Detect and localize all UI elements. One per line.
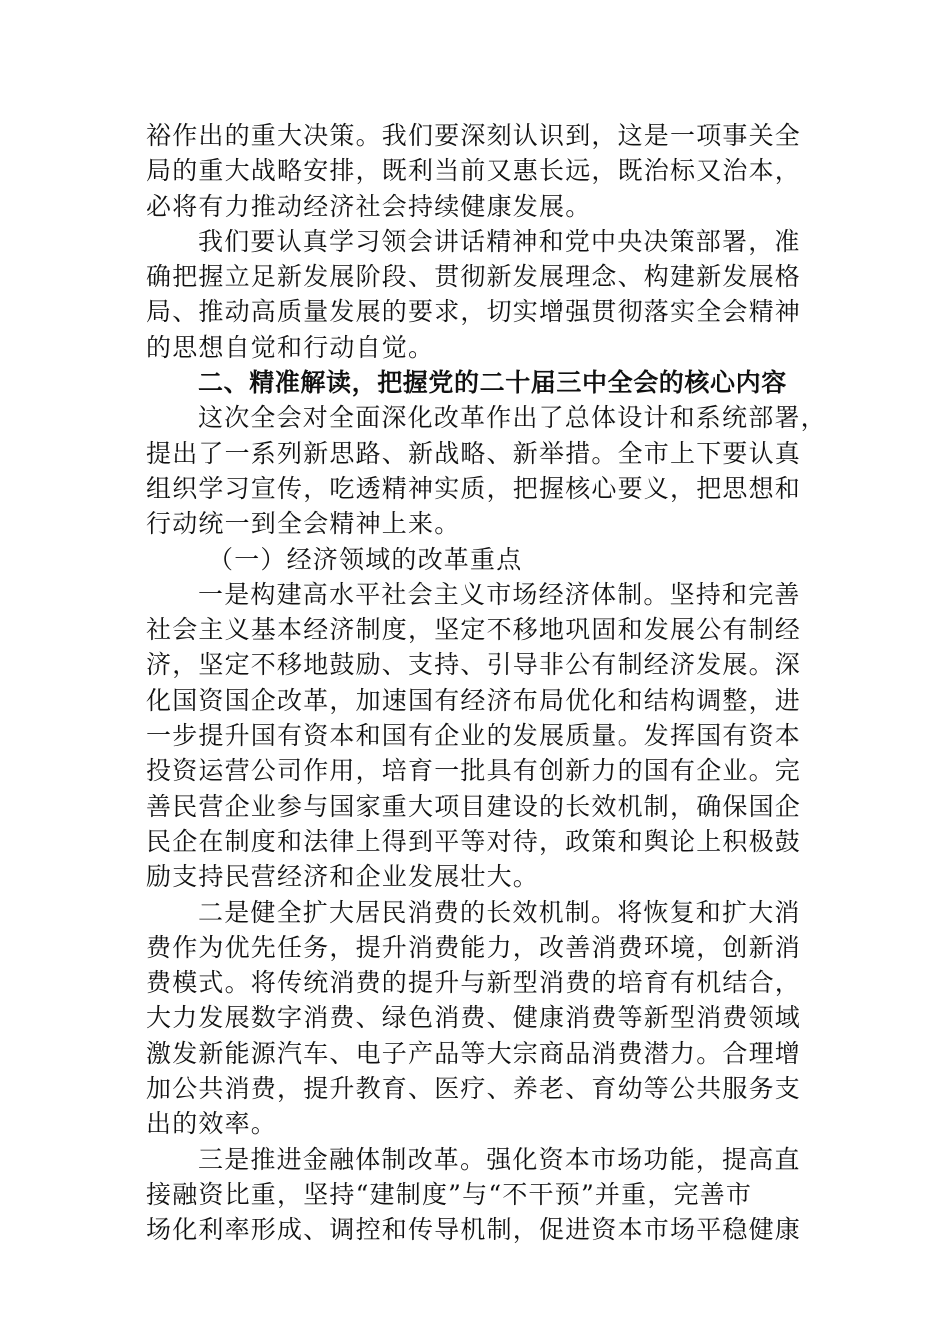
body-line: 行动统一到全会精神上来。 bbox=[146, 509, 461, 539]
body-line: 投资运营公司作用，培育一批具有创新力的国有企业。完 bbox=[146, 756, 802, 786]
body-line: 善民营企业参与国家重大项目建设的长效机制，确保国企 bbox=[146, 791, 802, 821]
body-line: 的思想自觉和行动自觉。 bbox=[146, 332, 435, 362]
body-line: 化国资国企改革，加速国有经济布局优化和结构调整，进 bbox=[146, 685, 802, 715]
body-line: 费作为优先任务，提升消费能力，改善消费环境，创新消 bbox=[146, 932, 802, 962]
paragraph-first-line: 三是推进金融体制改革。强化资本市场功能，提高直 bbox=[198, 1144, 801, 1174]
body-line: 济，坚定不移地鼓励、支持、引导非公有制经济发展。深 bbox=[146, 650, 802, 680]
subsection-heading: （一）经济领域的改革重点 bbox=[208, 544, 523, 574]
paragraph-first-line: 这次全会对全面深化改革作出了总体设计和系统部署， bbox=[198, 403, 827, 433]
paragraph-first-line: 一是构建高水平社会主义市场经济体制。坚持和完善 bbox=[198, 579, 801, 609]
body-line: 局、推动高质量发展的要求，切实增强贯彻落实全会精神 bbox=[146, 297, 802, 327]
body-line: 费模式。将传统消费的提升与新型消费的培育有机结合， bbox=[146, 968, 802, 998]
body-line: 场化利率形成、调控和传导机制，促进资本市场平稳健康 bbox=[146, 1215, 802, 1245]
body-line: 加公共消费，提升教育、医疗、养老、育幼等公共服务支 bbox=[146, 1074, 802, 1104]
body-line: 必将有力推动经济社会持续健康发展。 bbox=[146, 191, 592, 221]
body-line: 民企在制度和法律上得到平等对待，政策和舆论上积极鼓 bbox=[146, 826, 802, 856]
paragraph-first-line: 二是健全扩大居民消费的长效机制。将恢复和扩大消 bbox=[198, 897, 801, 927]
body-line: 激发新能源汽车、电子产品等大宗商品消费潜力。合理增 bbox=[146, 1038, 802, 1068]
body-line: 确把握立足新发展阶段、贯彻新发展理念、构建新发展格 bbox=[146, 262, 802, 292]
body-line: 组织学习宣传，吃透精神实质，把握核心要义，把思想和 bbox=[146, 473, 802, 503]
paragraph-first-line: 我们要认真学习领会讲话精神和党中央决策部署，准 bbox=[198, 226, 801, 256]
body-line: 社会主义基本经济制度，坚定不移地巩固和发展公有制经 bbox=[146, 615, 802, 645]
body-line: 一步提升国有资本和国有企业的发展质量。发挥国有资本 bbox=[146, 721, 802, 751]
section-heading: 二、精准解读，把握党的二十届三中全会的核心内容 bbox=[198, 368, 787, 398]
body-line: 局的重大战略安排，既利当前又惠长远，既治标又治本， bbox=[146, 156, 802, 186]
body-line: 裕作出的重大决策。我们要深刻认识到，这是一项事关全 bbox=[146, 121, 802, 150]
body-line: 励支持民营经济和企业发展壮大。 bbox=[146, 862, 540, 892]
body-line: 出的效率。 bbox=[146, 1109, 278, 1139]
body-line: 大力发展数字消费、绿色消费、健康消费等新型消费领域 bbox=[146, 1003, 802, 1033]
body-line: 提出了一系列新思路、新战略、新举措。全市上下要认真 bbox=[146, 438, 802, 468]
body-line: 接融资比重，坚持“建制度”与“不干预”并重，完善市 bbox=[146, 1179, 753, 1209]
document-body bbox=[146, 118, 827, 1248]
